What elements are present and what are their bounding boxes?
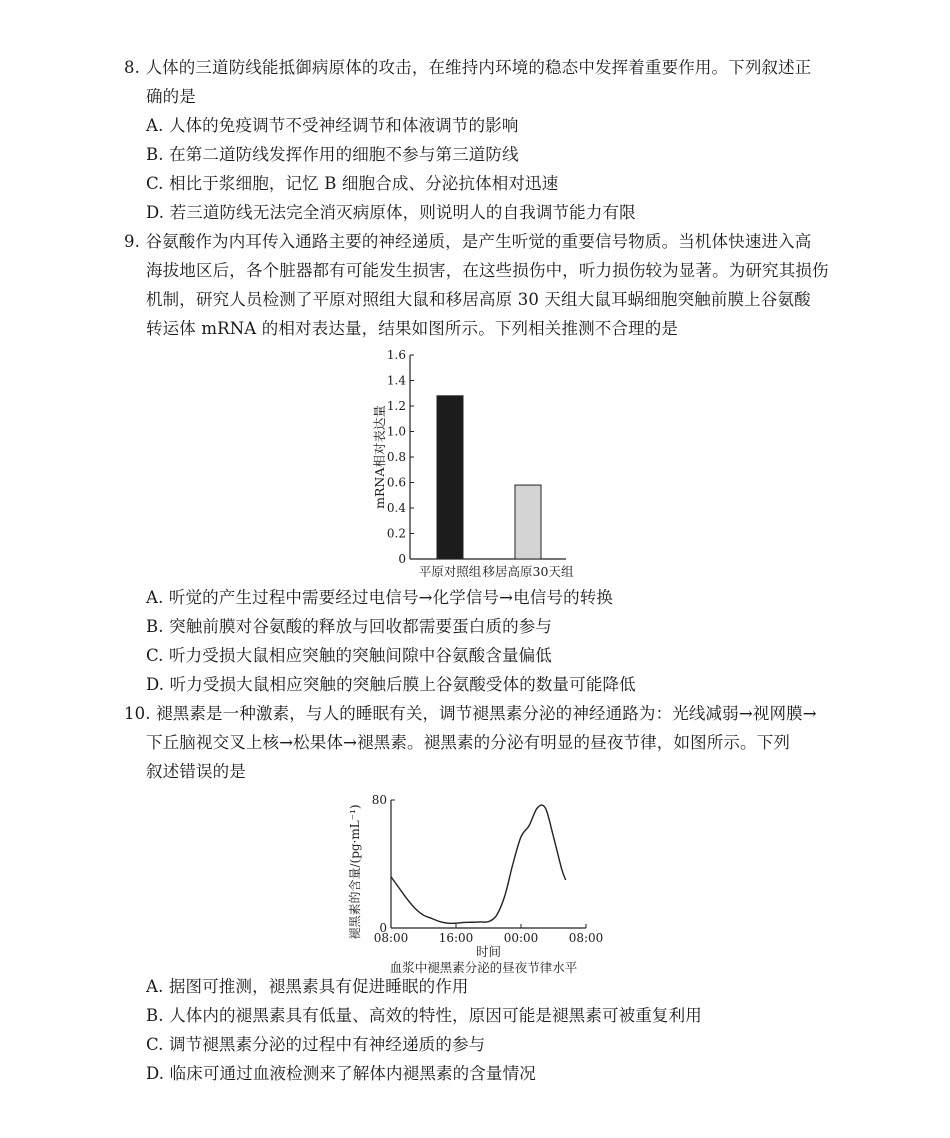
y-tick-label: 0.6 (386, 475, 406, 490)
y-tick-label: 80 (371, 793, 387, 807)
q8-stem-line2: 确的是 (146, 87, 196, 106)
y-tick-label: 0.4 (386, 501, 406, 515)
y-tick-label: 1.6 (386, 348, 406, 362)
q8-stem-line1: 8. 人体的三道防线能抵御病原体的攻击，在维持内环境的稳态中发挥着重要作用。下列叙述正 (124, 58, 812, 77)
x-tick-label: 08:00 (568, 931, 604, 945)
melatonin-curve (391, 805, 566, 923)
q10-option-a: A. 据图可推测，褪黑素具有促进睡眠的作用 (146, 977, 469, 996)
q9-stem-line4: 转运体 mRNA 的相对表达量，结果如图所示。下列相关推测不合理的是 (146, 319, 679, 338)
q9-option-a: A. 听觉的产生过程中需要经过电信号→化学信号→电信号的转换 (146, 588, 614, 607)
x-tick-label: 08:00 (373, 931, 409, 945)
q8-option-b: B. 在第二道防线发挥作用的细胞不参与第三道防线 (146, 145, 519, 164)
y-tick-label: 0 (379, 921, 387, 935)
x-tick-label: 16:00 (438, 931, 474, 945)
chart-title: 血浆中褪黑素分泌的昼夜节律水平 (389, 960, 578, 975)
q8-option-a: A. 人体的免疫调节不受神经调节和体液调节的影响 (146, 116, 519, 135)
x-category-label: 移居高原30天组 (482, 564, 574, 579)
y-tick-label: 1.4 (386, 373, 406, 388)
bar (515, 485, 541, 559)
x-axis-label: 时间 (475, 944, 502, 959)
q9-option-d: D. 听力受损大鼠相应突触的突触后膜上谷氨酸受体的数量可能降低 (146, 675, 636, 694)
x-tick-label: 00:00 (503, 931, 539, 945)
y-tick-label: 0.8 (386, 450, 406, 464)
q8-option-d: D. 若三道防线无法完全消灭病原体，则说明人的自我调节能力有限 (146, 203, 636, 222)
y-tick-label: 1.0 (386, 424, 406, 439)
q9-stem-line1: 9. 谷氨酸作为内耳传入通路主要的神经递质，是产生听觉的重要信号物质。当机体快速进入高 (124, 232, 812, 251)
q10-stem-line2: 下丘脑视交叉上核→松果体→褪黑素。褪黑素的分泌有明显的昼夜节律，如图所示。下列 (146, 733, 791, 752)
line-chart (335, 790, 635, 975)
y-tick-label: 0.2 (386, 526, 406, 541)
y-tick-label: 0 (398, 552, 406, 566)
q10-option-b: B. 人体内的褪黑素具有低量、高效的特性，原因可能是褪黑素可被重复利用 (146, 1006, 702, 1025)
q9-stem-line2: 海拔地区后，各个脏器都有可能发生损害，在这些损伤中，听力损伤较为显著。为研究其损伤 (146, 261, 829, 280)
q9-stem-line3: 机制，研究人员检测了平原对照组大鼠和移居高原 30 天组大鼠耳蜗细胞突触前膜上谷氨酸 (146, 290, 811, 309)
q10-option-d: D. 临床可通过血液检测来了解体内褪黑素的含量情况 (146, 1064, 536, 1083)
bar-chart (360, 345, 640, 585)
y-tick-label: 1.2 (386, 399, 406, 413)
q10-stem-line1: 10. 褪黑素是一种激素，与人的睡眠有关，调节褪黑素分泌的神经通路为：光线减弱→视网膜→ (124, 704, 817, 723)
y-axis-label: mRNA相对表达量 (372, 405, 387, 509)
bar (437, 396, 463, 559)
q10-stem-line3: 叙述错误的是 (146, 762, 246, 781)
q10-option-c: C. 调节褪黑素分泌的过程中有神经递质的参与 (146, 1035, 486, 1054)
x-category-label: 平原对照组 (418, 564, 482, 579)
q9-option-b: B. 突触前膜对谷氨酸的释放与回收都需要蛋白质的参与 (146, 617, 553, 636)
y-axis-label: 褪黑素的含量/(pg·mL⁻¹) (348, 804, 362, 940)
q8-option-c: C. 相比于浆细胞，记忆 B 细胞合成、分泌抗体相对迅速 (146, 174, 559, 193)
q9-option-c: C. 听力受损大鼠相应突触的突触间隙中谷氨酸含量偏低 (146, 646, 552, 665)
